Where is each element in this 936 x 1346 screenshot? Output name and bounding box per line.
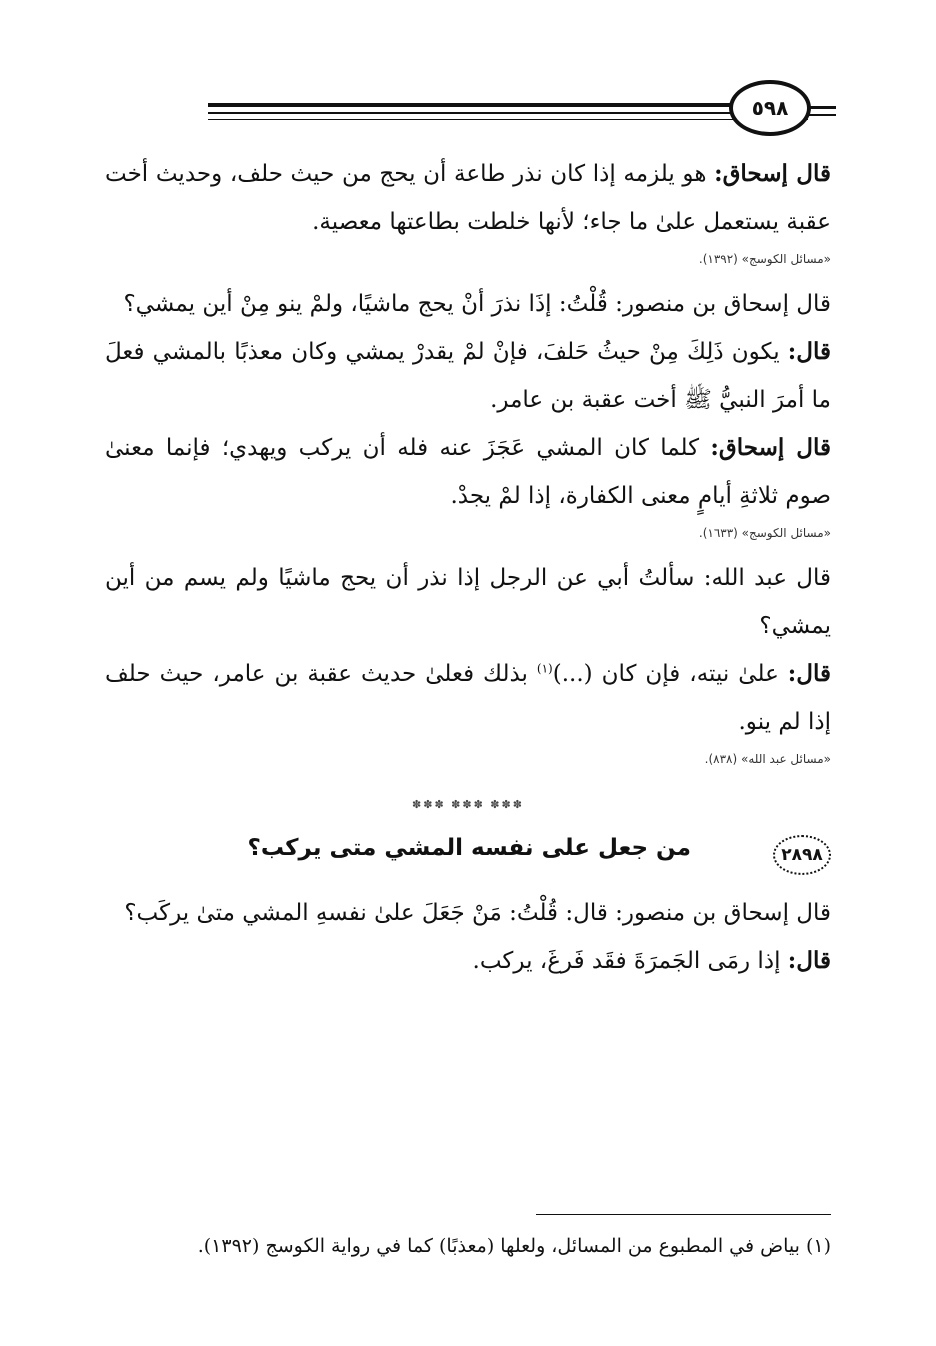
section-heading [105, 829, 831, 885]
page-number: ٥٩٨ [751, 96, 789, 120]
footnote: (١) بياض في المطبوع من المسائل، ولعلها (معذبًا) كما في رواية الكوسج (١٣٩٢). [197, 1235, 831, 1257]
source-citation: «مسائل الكوسج» (١٦٣٣). [698, 526, 831, 540]
speaker-label: قال: [787, 338, 831, 365]
footnote-rule [536, 1214, 831, 1215]
rosette-icon [773, 835, 831, 875]
ornament-separator: ✽✽✽ ✽✽✽ ✽✽✽ [412, 798, 524, 811]
header-rule [208, 119, 808, 120]
footnote-marker[interactable]: (١) [536, 661, 553, 676]
page-number-badge [729, 80, 811, 136]
header-rule [208, 103, 808, 107]
section-number-badge [773, 835, 831, 875]
paragraph: قال: إذا رمَى الجَمرَةَ فقَد فَرغَ، يركب. [472, 947, 831, 974]
main-text [105, 150, 831, 985]
speaker-label: قال: [787, 947, 831, 974]
source-citation: «مسائل عبد الله» (٨٣٨). [704, 752, 831, 766]
speaker-label: قال إسحاق: [710, 434, 831, 461]
paragraph: قال إسحاق بن منصور: قُلْتُ: إذَا نذرَ أنْ يحج ماشيًا، ولمْ ينو مِنْ أين يمشي؟ [123, 291, 831, 317]
source-citation: «مسائل الكوسج» (١٣٩٢). [698, 252, 831, 266]
paragraph: قال إسحاق بن منصور: قال: قُلْتُ: مَنْ جَعَلَ علىٰ نفسهِ المشي متىٰ يركَب؟ [124, 900, 831, 926]
speaker-label: قال: [787, 660, 831, 687]
paragraph: قال إسحاق: كلما كان المشي عَجَزَ عنه فله أن يركب ويهدي؛ فإنما معنىٰ صوم ثلاثةِ أيامٍ معنى الكفارة، إذا لمْ يجدْ. [105, 434, 831, 509]
section-number: ٢٨٩٨ [781, 845, 823, 865]
section-title: من جعل على نفسه المشي متى يركب؟ [247, 835, 691, 861]
paragraph: قال: علىٰ نيته، فإن كان (...)$^{(١)}$ بذلك فعلىٰ حديث عقبة بن عامر، حيث حلف إذا لم ينو. [105, 660, 831, 735]
paragraph: قال: يكون ذَلِكَ مِنْ حيثُ حَلفَ، فإنْ لمْ يقدرْ يمشي وكان معذبًا بالمشي فعلَ ما أمرَ النبيُّ ﷺ أخت عقبة بن عامر. [105, 338, 831, 413]
paragraph: قال إسحاق: هو يلزمه إذا كان نذر طاعة أن يحج من حيث حلف، وحديث أخت عقبة يستعمل علىٰ ما جاء؛ لأنها خلطت بطاعتها معصية. [105, 160, 831, 235]
speaker-label: قال إسحاق: [714, 160, 831, 187]
header-rule [208, 112, 808, 114]
paragraph: قال عبد الله: سألتُ أبي عن الرجل إذا نذر أن يحج ماشيًا ولم يسم من أين يمشي؟ [105, 565, 831, 639]
